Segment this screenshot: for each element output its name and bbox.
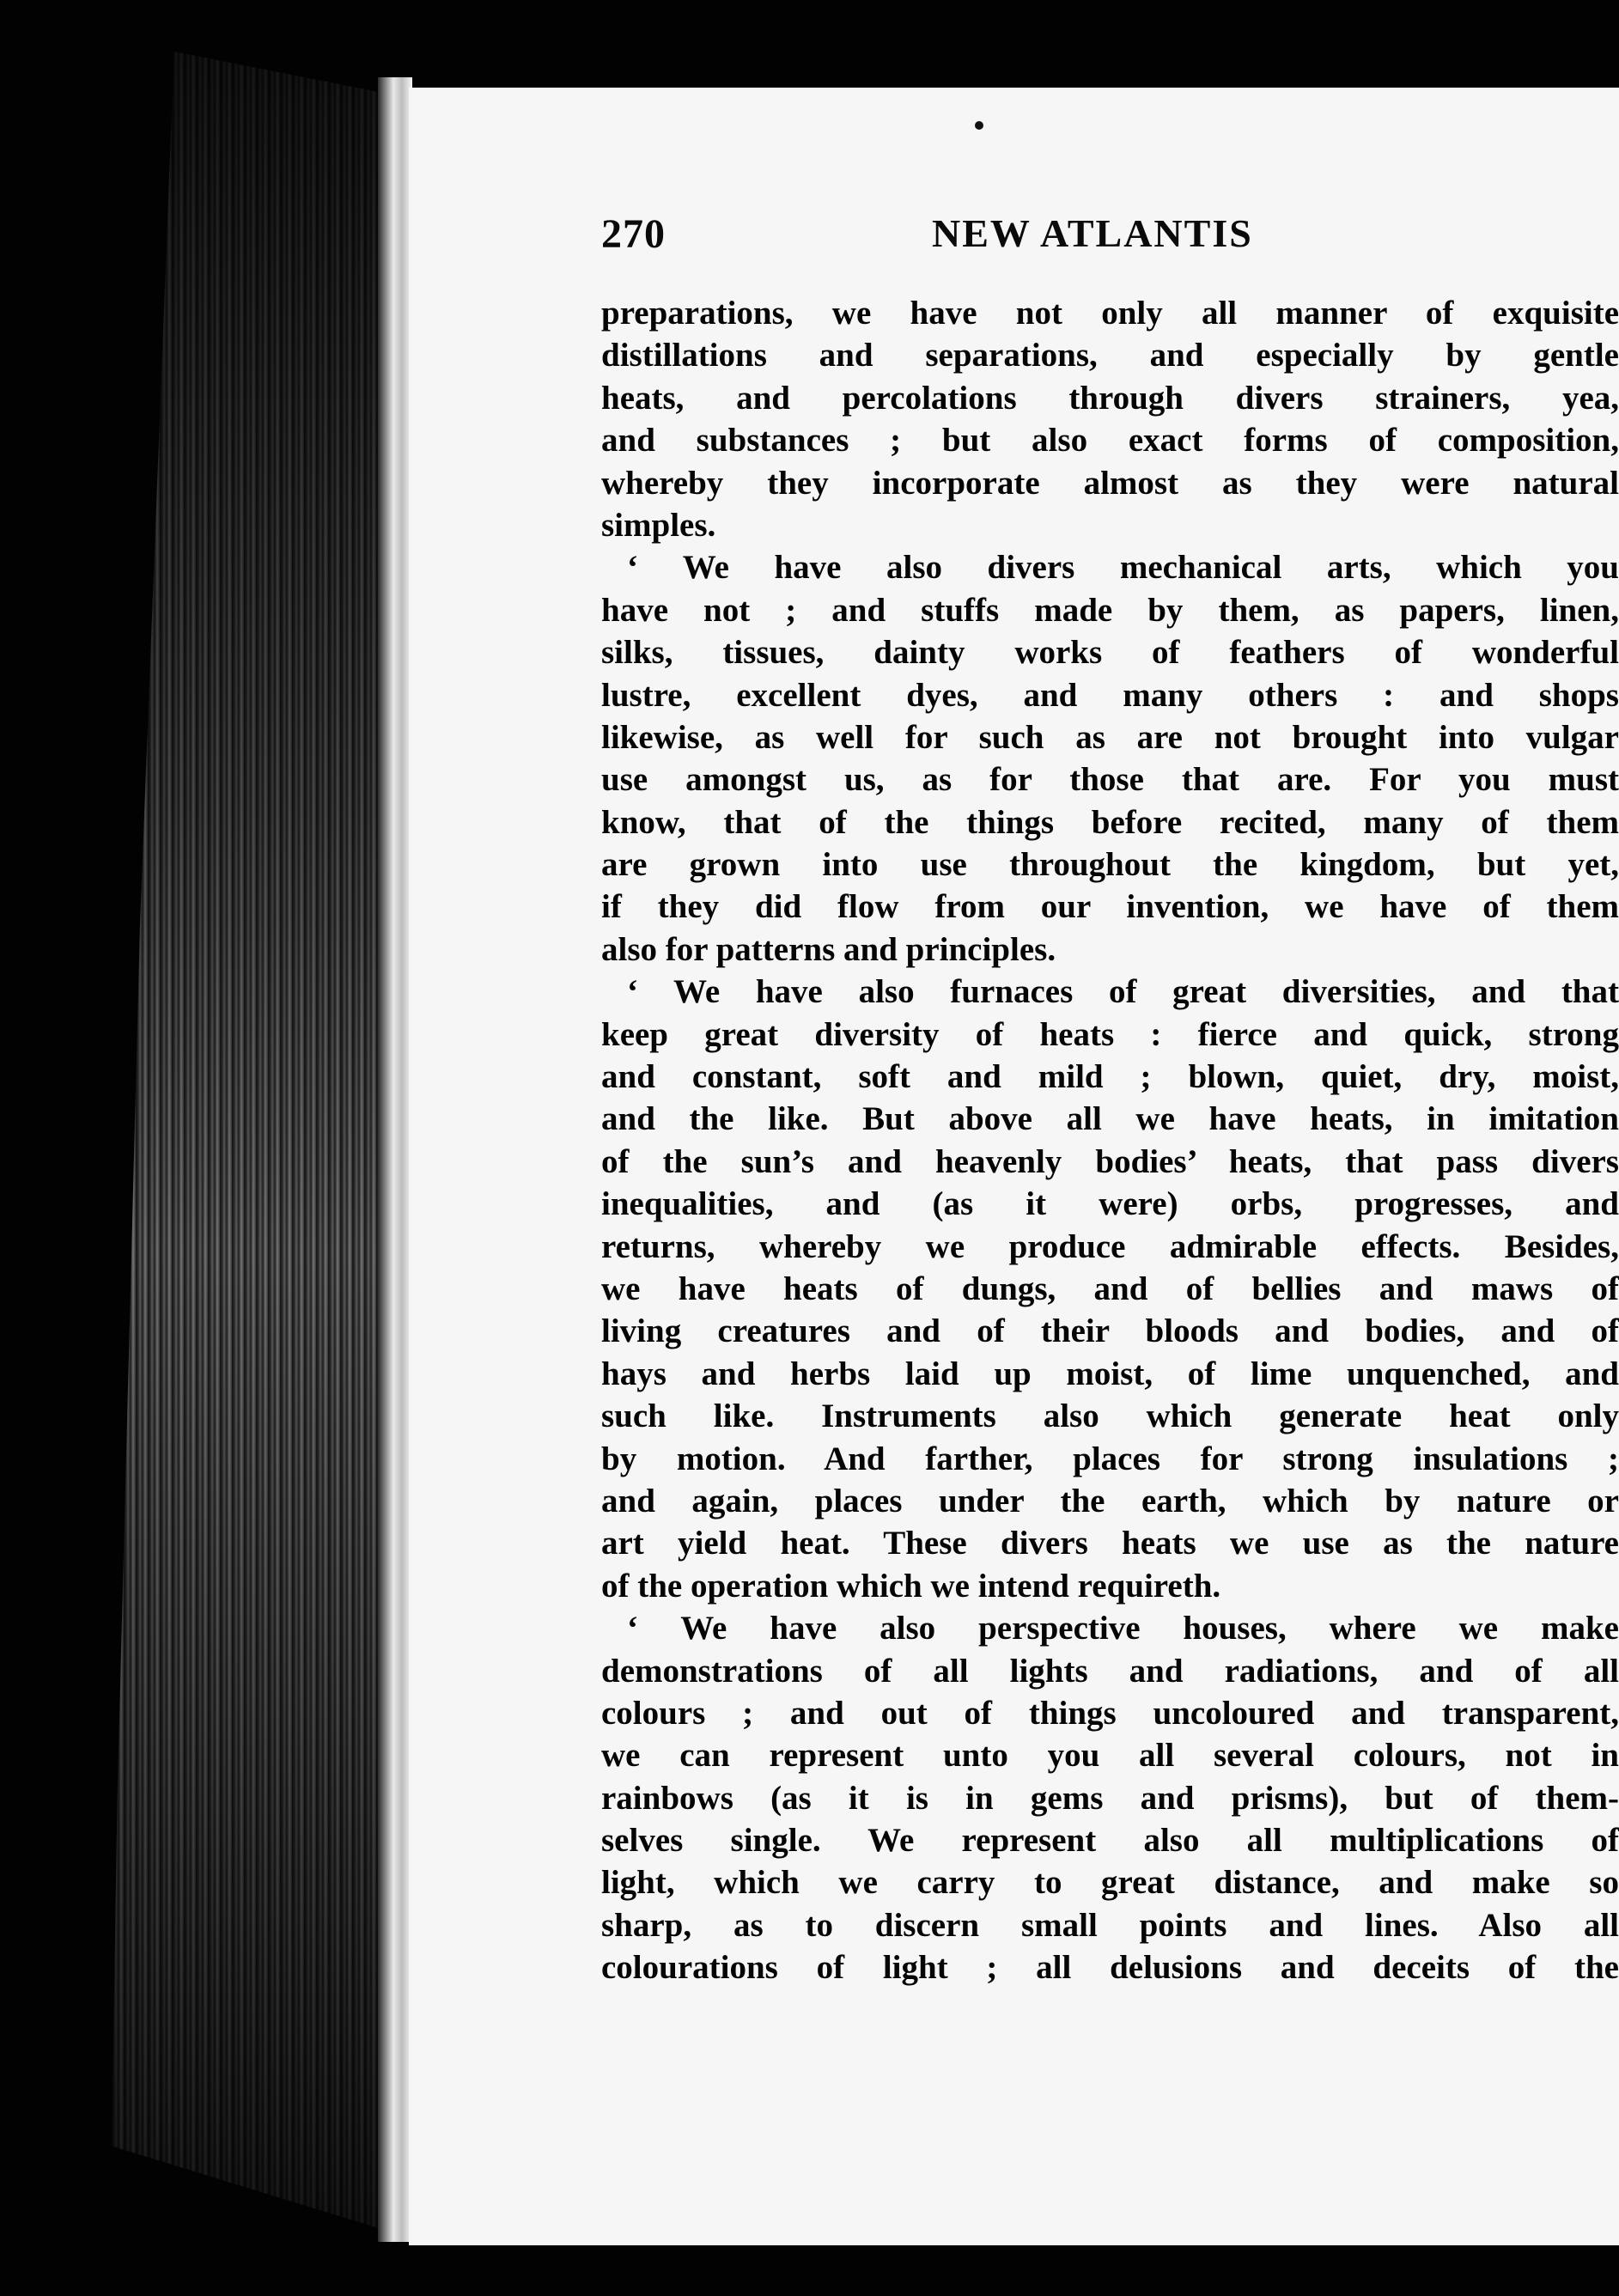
text-line: colourations of light ; all delusions and deceits of the — [601, 1949, 1619, 1987]
body-text — [601, 292, 1619, 1989]
text-line: of the operation which we intend requireth. — [601, 1567, 1221, 1605]
text-line: whereby they incorporate almost as they were natural — [601, 464, 1619, 502]
text-line: of the sun’s and heavenly bodies’ heats, that pass divers — [601, 1142, 1619, 1180]
running-head — [601, 210, 1619, 271]
text-line: are grown into use throughout the kingdom, but yet, — [601, 846, 1619, 884]
text-line: sharp, as to discern small points and lines. Also all — [601, 1906, 1619, 1944]
text-line: have not ; and stuffs made by them, as papers, linen, — [601, 591, 1619, 629]
text-line: keep great diversity of heats : fierce and quick, strong — [601, 1015, 1619, 1053]
text-line: if they did flow from our invention, we have of them — [601, 888, 1619, 926]
page-number: 270 — [601, 211, 666, 257]
text-line: returns, whereby we produce admirable effects. Besides, — [601, 1227, 1619, 1265]
text-line: rainbows (as it is in gems and prisms), but of them- — [601, 1779, 1619, 1817]
text-line: and substances ; but also exact forms of composition, — [601, 422, 1619, 460]
text-line: ‘ We have also furnaces of great diversities, and that — [627, 973, 1619, 1011]
running-title: NEW ATLANTIS — [932, 211, 1253, 255]
text-line: living creatures and of their bloods and bodies, and of — [601, 1312, 1619, 1350]
text-line: also for patterns and principles. — [601, 930, 1056, 968]
text-line: distillations and separations, and especially by gentle — [601, 337, 1619, 375]
text-line: and the like. But above all we have heats, in imitation — [601, 1100, 1619, 1138]
text-line: light, which we carry to great distance, and make so — [601, 1864, 1619, 1902]
text-line: selves single. We represent also all multiplications of — [601, 1822, 1619, 1860]
text-line: by motion. And farther, places for strong insulations ; — [601, 1440, 1619, 1477]
text-line: know, that of the things before recited, many of them — [601, 803, 1619, 841]
text-line: we have heats of dungs, and of bellies and maws of — [601, 1270, 1619, 1307]
text-line: heats, and percolations through divers strainers, yea, — [601, 379, 1619, 417]
text-line: such like. Instruments also which generate heat only — [601, 1398, 1619, 1435]
text-line: ‘ We have also divers mechanical arts, which you — [627, 549, 1619, 587]
text-line: art yield heat. These divers heats we use as the nature — [601, 1525, 1619, 1562]
text-line: silks, tissues, dainty works of feathers of wonderful — [601, 634, 1619, 672]
text-line: simples. — [601, 506, 716, 544]
text-line: likewise, as well for such as are not brought into vulgar — [601, 718, 1619, 756]
text-line: demonstrations of all lights and radiations, and of all — [601, 1652, 1619, 1690]
text-line: use amongst us, as for those that are. For you must — [601, 761, 1619, 799]
text-line: hays and herbs laid up moist, of lime unquenched, and — [601, 1355, 1619, 1392]
text-line: and again, places under the earth, which by nature or — [601, 1482, 1619, 1520]
text-line: preparations, we have not only all manner of exquisite — [601, 295, 1619, 332]
text-line: inequalities, and (as it were) orbs, progresses, and — [601, 1185, 1619, 1223]
text-line: ‘ We have also perspective houses, where we make — [627, 1610, 1619, 1647]
text-line: lustre, excellent dyes, and many others : and shops — [601, 676, 1619, 714]
text-line: we can represent unto you all several colours, not in — [601, 1737, 1619, 1775]
book-gutter — [378, 77, 412, 2242]
text-line: and constant, soft and mild ; blown, quiet, dry, moist, — [601, 1058, 1619, 1096]
scan-speck — [975, 121, 983, 130]
text-line: colours ; and out of things uncoloured and transparent, — [601, 1694, 1619, 1732]
